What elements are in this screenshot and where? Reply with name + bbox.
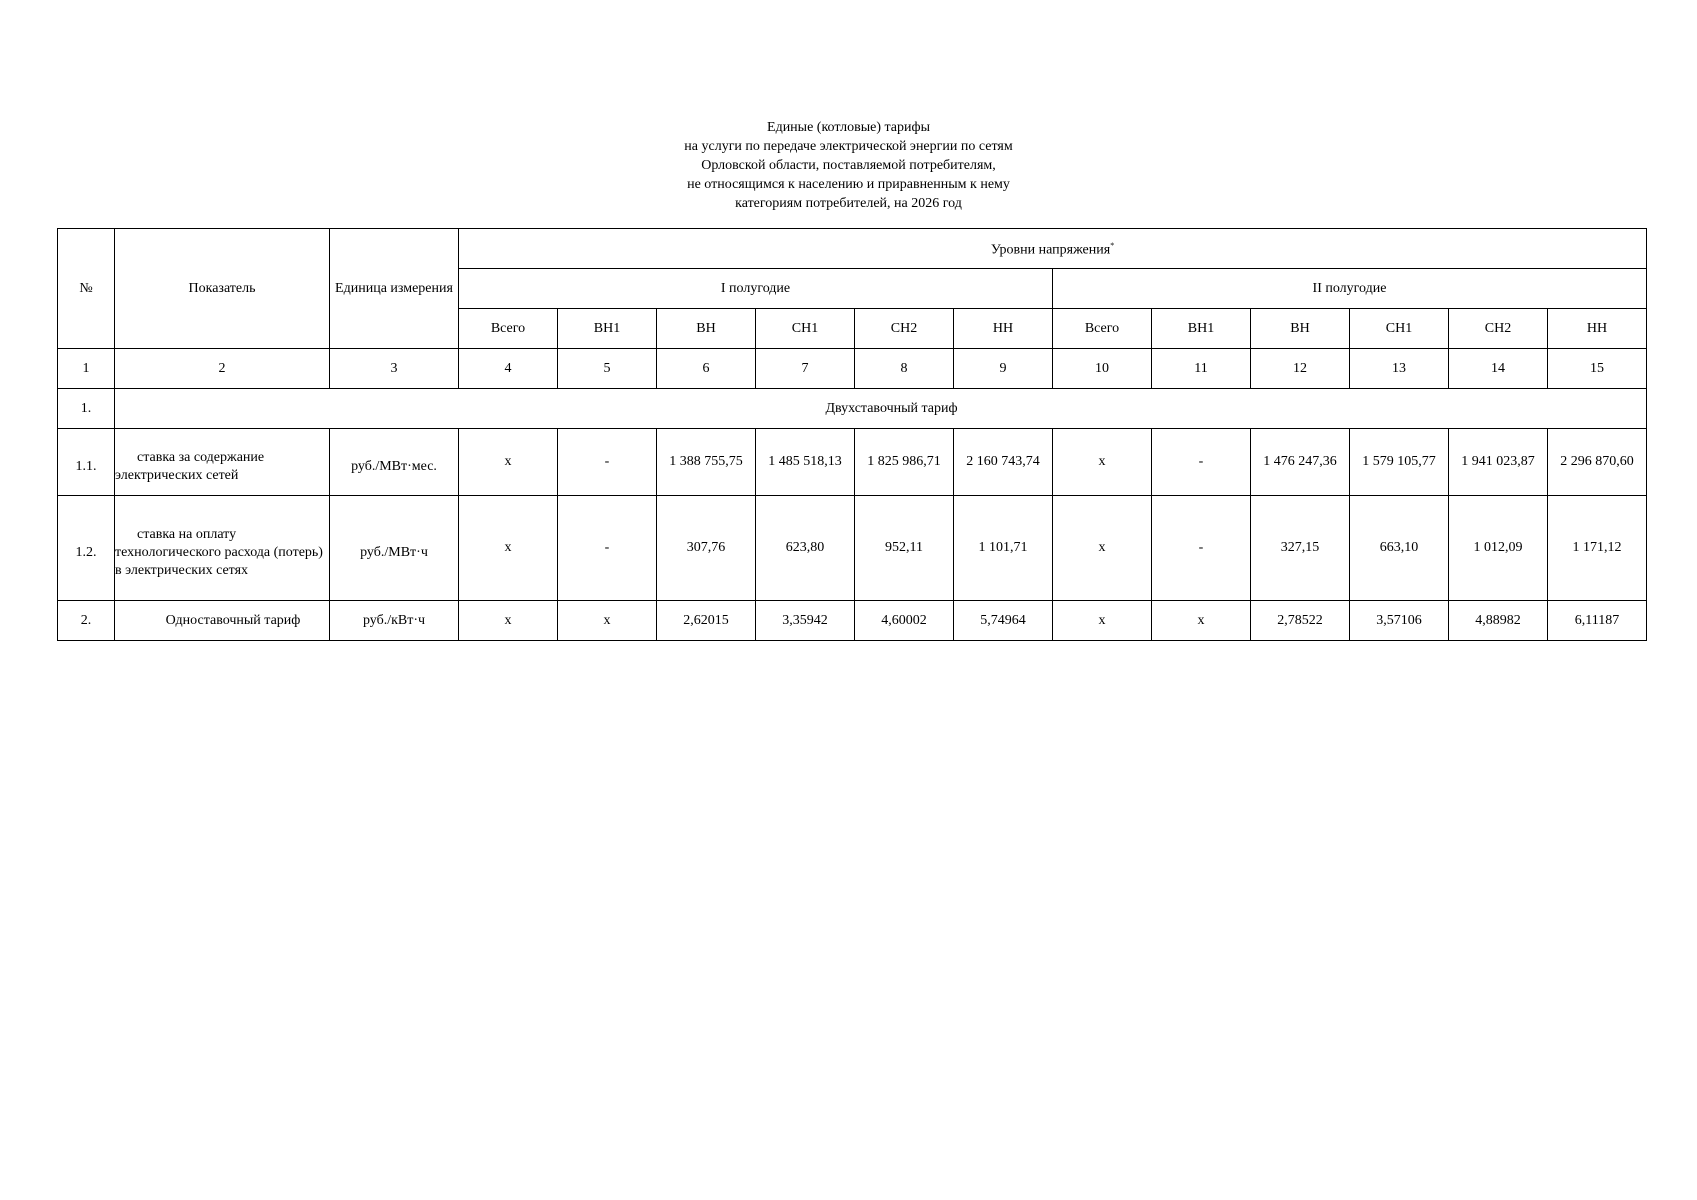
value-cell: 1 579 105,77 (1350, 429, 1449, 496)
level-header: ВН1 (558, 309, 657, 349)
column-number: 5 (558, 349, 657, 389)
value-cell: 5,74964 (954, 601, 1053, 641)
header-unit: Единица измерения (330, 229, 459, 349)
row-label (115, 496, 330, 601)
column-number: 2 (115, 349, 330, 389)
row-no: 2. (58, 601, 115, 641)
table-row (58, 496, 1647, 601)
header-half-1: I полугодие (459, 269, 1053, 309)
value-cell: - (558, 496, 657, 601)
value-cell: 952,11 (855, 496, 954, 601)
row-unit: руб./МВт·ч (330, 496, 459, 601)
value-cell: х (459, 601, 558, 641)
level-header: ВН (1251, 309, 1350, 349)
column-number: 9 (954, 349, 1053, 389)
value-cell: 307,76 (657, 496, 756, 601)
level-header: ВН (657, 309, 756, 349)
header-voltage-levels (459, 229, 1647, 269)
header-half-2: II полугодие (1053, 269, 1647, 309)
value-cell: 1 485 518,13 (756, 429, 855, 496)
level-header: СН1 (1350, 309, 1449, 349)
value-cell: 2 160 743,74 (954, 429, 1053, 496)
title-line: не относящимся к населению и приравненным к нему (687, 177, 1010, 192)
value-cell: 1 825 986,71 (855, 429, 954, 496)
value-cell: 2,62015 (657, 601, 756, 641)
section-no: 1. (58, 389, 115, 429)
column-number: 8 (855, 349, 954, 389)
value-cell: - (1152, 496, 1251, 601)
column-number: 1 (58, 349, 115, 389)
title-line: категориям потребителей, на 2026 год (735, 196, 962, 211)
value-cell: 2 296 870,60 (1548, 429, 1647, 496)
value-cell: - (1152, 429, 1251, 496)
level-header: Всего (459, 309, 558, 349)
title-line: Орловской области, поставляемой потребителям, (701, 158, 996, 173)
value-cell: 3,35942 (756, 601, 855, 641)
column-number: 11 (1152, 349, 1251, 389)
column-number: 14 (1449, 349, 1548, 389)
value-cell: х (1053, 429, 1152, 496)
value-cell: 4,88982 (1449, 601, 1548, 641)
level-header: НН (1548, 309, 1647, 349)
value-cell: х (1152, 601, 1251, 641)
level-header: СН2 (1449, 309, 1548, 349)
title-line: Единые (котловые) тарифы (767, 120, 930, 135)
value-cell: 4,60002 (855, 601, 954, 641)
value-cell: 623,80 (756, 496, 855, 601)
column-numbers-row (58, 349, 1647, 389)
value-cell: 1 171,12 (1548, 496, 1647, 601)
title-line: на услуги по передаче электрической энергии по сетям (684, 139, 1013, 154)
column-number: 3 (330, 349, 459, 389)
row-unit: руб./МВт·мес. (330, 429, 459, 496)
value-cell: х (1053, 601, 1152, 641)
footnote-mark: * (1110, 241, 1115, 251)
column-number: 7 (756, 349, 855, 389)
row-label-text: ставка на оплату технологического расхода (потерь) в электрических сетях (115, 527, 323, 578)
row-label (115, 601, 330, 641)
value-cell: 1 941 023,87 (1449, 429, 1548, 496)
header-row (58, 229, 1647, 269)
value-cell: х (558, 601, 657, 641)
value-cell: 6,11187 (1548, 601, 1647, 641)
value-cell: 1 476 247,36 (1251, 429, 1350, 496)
value-cell: 1 388 755,75 (657, 429, 756, 496)
level-header: Всего (1053, 309, 1152, 349)
tariff-table (57, 228, 1647, 641)
row-unit: руб./кВт·ч (330, 601, 459, 641)
header-no: № (58, 229, 115, 349)
value-cell: 1 012,09 (1449, 496, 1548, 601)
section-row (58, 389, 1647, 429)
column-number: 15 (1548, 349, 1647, 389)
row-label (115, 429, 330, 496)
voltage-levels-label: Уровни напряжения (990, 242, 1111, 258)
level-header: ВН1 (1152, 309, 1251, 349)
header-indicator: Показатель (115, 229, 330, 349)
row-no: 1.1. (58, 429, 115, 496)
row-label-text: Одноставочный тариф (165, 612, 301, 628)
value-cell: 2,78522 (1251, 601, 1350, 641)
value-cell: х (459, 496, 558, 601)
level-header: СН1 (756, 309, 855, 349)
table-row (58, 429, 1647, 496)
column-number: 10 (1053, 349, 1152, 389)
value-cell: 3,57106 (1350, 601, 1449, 641)
column-number: 6 (657, 349, 756, 389)
level-header: НН (954, 309, 1053, 349)
value-cell: - (558, 429, 657, 496)
section-label (115, 389, 1647, 429)
row-label-text: ставка за содержание электрических сетей (115, 450, 265, 483)
value-cell: 663,10 (1350, 496, 1449, 601)
table-row (58, 601, 1647, 641)
column-number: 4 (459, 349, 558, 389)
value-cell: 1 101,71 (954, 496, 1053, 601)
row-no: 1.2. (58, 496, 115, 601)
value-cell: 327,15 (1251, 496, 1350, 601)
value-cell: х (1053, 496, 1152, 601)
document-title (0, 118, 1697, 213)
value-cell: х (459, 429, 558, 496)
level-header: СН2 (855, 309, 954, 349)
section-label-text: Двухставочный тариф (825, 400, 958, 416)
column-number: 13 (1350, 349, 1449, 389)
column-number: 12 (1251, 349, 1350, 389)
